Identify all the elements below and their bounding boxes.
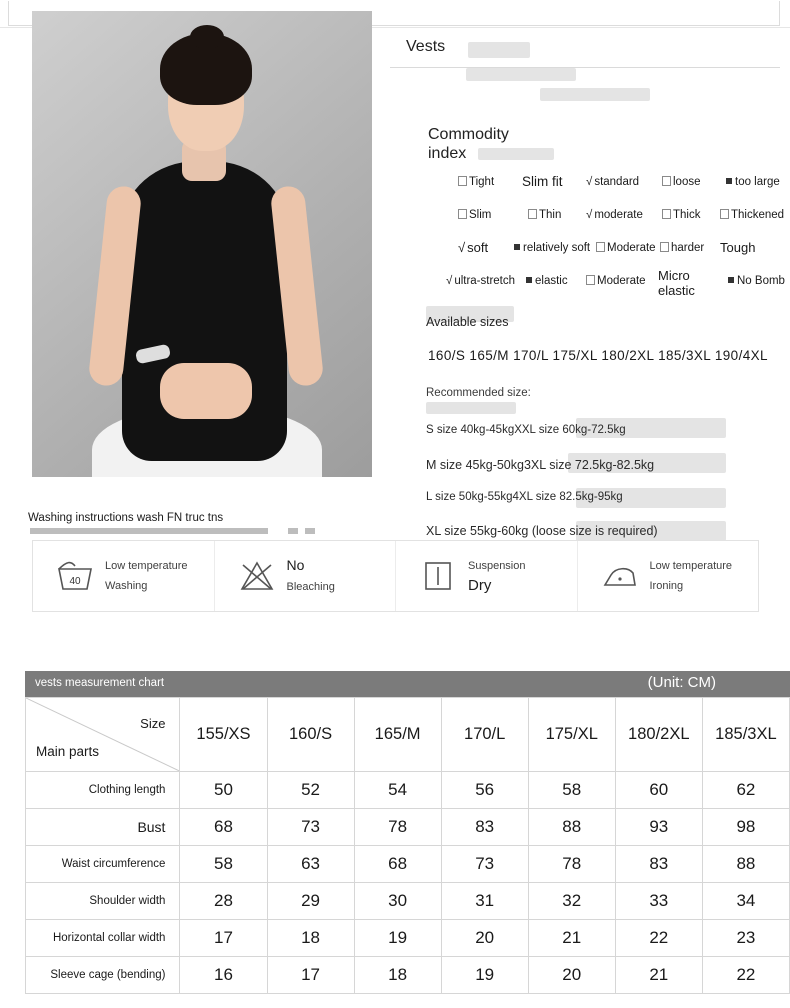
category-label: Vests [406,38,446,55]
table-cell: 30 [354,883,441,920]
table-row-label: Shoulder width [26,883,180,920]
table-column-header: 180/2XL [615,698,702,772]
table-cell: 20 [528,957,615,994]
corner-slash-icon [26,698,179,771]
table-cell: 23 [702,920,789,957]
table-cell: 88 [528,809,615,846]
svg-text:40: 40 [69,576,81,587]
product-info-column [390,28,785,538]
table-header-row [26,698,790,772]
table-cell: 78 [354,809,441,846]
index-row-fit [390,168,780,199]
table-cell: 17 [267,957,354,994]
table-cell: 17 [180,920,267,957]
table-cell: 58 [180,846,267,883]
index-chip[interactable]: harder [660,242,704,254]
commodity-index-title: Commodity index [428,126,509,162]
washing-divider [30,528,330,534]
washing-item-bleach [215,541,397,611]
no-bleach-icon [237,559,277,593]
table-cell: 33 [615,883,702,920]
table-cell: 54 [354,772,441,809]
index-chip[interactable]: √ soft [458,240,489,255]
table-cell: 73 [441,846,528,883]
washing-item-text: Low temperature Ironing [649,560,733,592]
table-cell: 93 [615,809,702,846]
table-column-header: 185/3XL [702,698,789,772]
recommended-line: L size 50kg-55kg4XL size 82.5kg-95kg [426,491,623,503]
table-row-label: Horizontal collar width [26,920,180,957]
measurement-chart-header [25,671,790,697]
table-column-header: 155/XS [180,698,267,772]
table-cell: 83 [441,809,528,846]
redaction-block [466,68,576,81]
table-cell: 58 [528,772,615,809]
table-row [26,809,790,846]
table-cell: 21 [528,920,615,957]
table-row-label: Clothing length [26,772,180,809]
index-chip[interactable]: Thickened [720,209,784,221]
washing-item-wash [33,541,215,611]
redaction-block [468,42,530,58]
index-chip[interactable]: Moderate [586,275,646,287]
washing-item-text: Suspension Dry [468,560,526,594]
table-cell: 29 [267,883,354,920]
table-cell: 68 [354,846,441,883]
washing-item-iron [578,541,759,611]
measurement-chart-unit: (Unit: CM) [647,674,716,691]
table-cell: 78 [528,846,615,883]
size-axis-label: Size [140,716,166,731]
table-cell: 18 [354,957,441,994]
table-cell: 68 [180,809,267,846]
index-chip[interactable]: No Bomb [728,275,785,287]
table-cell: 83 [615,846,702,883]
index-chip[interactable]: Tough [720,240,756,255]
index-chip[interactable]: elastic [526,275,568,287]
index-chip[interactable]: Moderate [596,242,656,254]
index-chip[interactable]: √ ultra-stretch [446,275,516,287]
table-cell: 34 [702,883,789,920]
washing-item-text: No Bleaching [286,557,335,593]
table-cell: 19 [441,957,528,994]
main-parts-axis-label: Main parts [36,744,100,759]
recommended-size-label: Recommended size: [426,387,531,399]
photo-hair-bun [190,25,224,49]
table-row-label: Bust [26,809,180,846]
table-cell: 50 [180,772,267,809]
table-cell: 60 [615,772,702,809]
table-column-header: 170/L [441,698,528,772]
index-chip[interactable]: Tight [458,176,494,188]
table-row [26,772,790,809]
redaction-block [540,88,650,101]
table-cell: 98 [702,809,789,846]
table-cell: 22 [615,920,702,957]
measurement-table [25,697,790,994]
iron-icon [600,559,640,593]
table-cell: 28 [180,883,267,920]
product-photo [32,11,372,477]
index-chip[interactable]: Micro elastic [658,268,695,298]
washing-item-dry [396,541,578,611]
table-row-label: Sleeve cage (bending) [26,957,180,994]
index-chip[interactable]: loose [662,176,701,188]
table-row [26,957,790,994]
washing-instructions-title: Washing instructions wash FN truc tns [28,512,224,524]
index-chip[interactable]: √ standard [586,176,640,188]
table-cell: 63 [267,846,354,883]
index-row-elasticity [390,267,785,298]
wash-tub-icon [55,559,95,593]
washing-instructions-panel [32,540,759,612]
table-cell: 56 [441,772,528,809]
table-row [26,846,790,883]
redaction-block [478,148,554,160]
drip-dry-icon [418,559,458,593]
measurement-chart [25,671,790,994]
table-row [26,883,790,920]
table-corner-cell [26,698,180,772]
table-cell: 73 [267,809,354,846]
recommended-line: XL size 55kg-60kg (loose size is required) [426,524,658,538]
recommended-line: S size 40kg-45kgXXL size 60kg-72.5kg [426,424,626,436]
table-cell: 32 [528,883,615,920]
index-chip[interactable]: relatively soft [514,242,590,254]
photo-hands [160,363,252,419]
table-cell: 22 [702,957,789,994]
table-cell: 19 [354,920,441,957]
category-row [390,28,780,68]
table-row-label: Waist circumference [26,846,180,883]
index-chip[interactable]: Thin [528,209,561,221]
index-chip[interactable]: Slim [458,209,491,221]
table-row [26,920,790,957]
redaction-block [426,402,516,414]
washing-item-text: Low temperature Washing [105,560,188,592]
table-cell: 31 [441,883,528,920]
available-sizes-label: Available sizes [426,315,509,329]
table-cell: 21 [615,957,702,994]
index-row-thickness [390,201,785,232]
table-cell: 62 [702,772,789,809]
table-cell: 18 [267,920,354,957]
table-cell: 88 [702,846,789,883]
table-cell: 20 [441,920,528,957]
index-row-softness [390,234,780,265]
table-cell: 52 [267,772,354,809]
measurement-chart-title: vests measurement chart [35,677,165,689]
index-chip[interactable]: too large [726,176,780,188]
available-sizes-value: 160/S 165/M 170/L 175/XL 180/2XL 185/3XL 190/4XL [428,348,768,363]
index-chip[interactable]: √ moderate [586,209,643,221]
recommended-line: M size 45kg-50kg3XL size 72.5kg-82.5kg [426,458,655,472]
index-chip[interactable]: Thick [662,209,700,221]
table-cell: 16 [180,957,267,994]
index-chip-selected[interactable]: Slim fit [522,174,563,189]
table-column-header: 160/S [267,698,354,772]
table-column-header: 165/M [354,698,441,772]
table-column-header: 175/XL [528,698,615,772]
